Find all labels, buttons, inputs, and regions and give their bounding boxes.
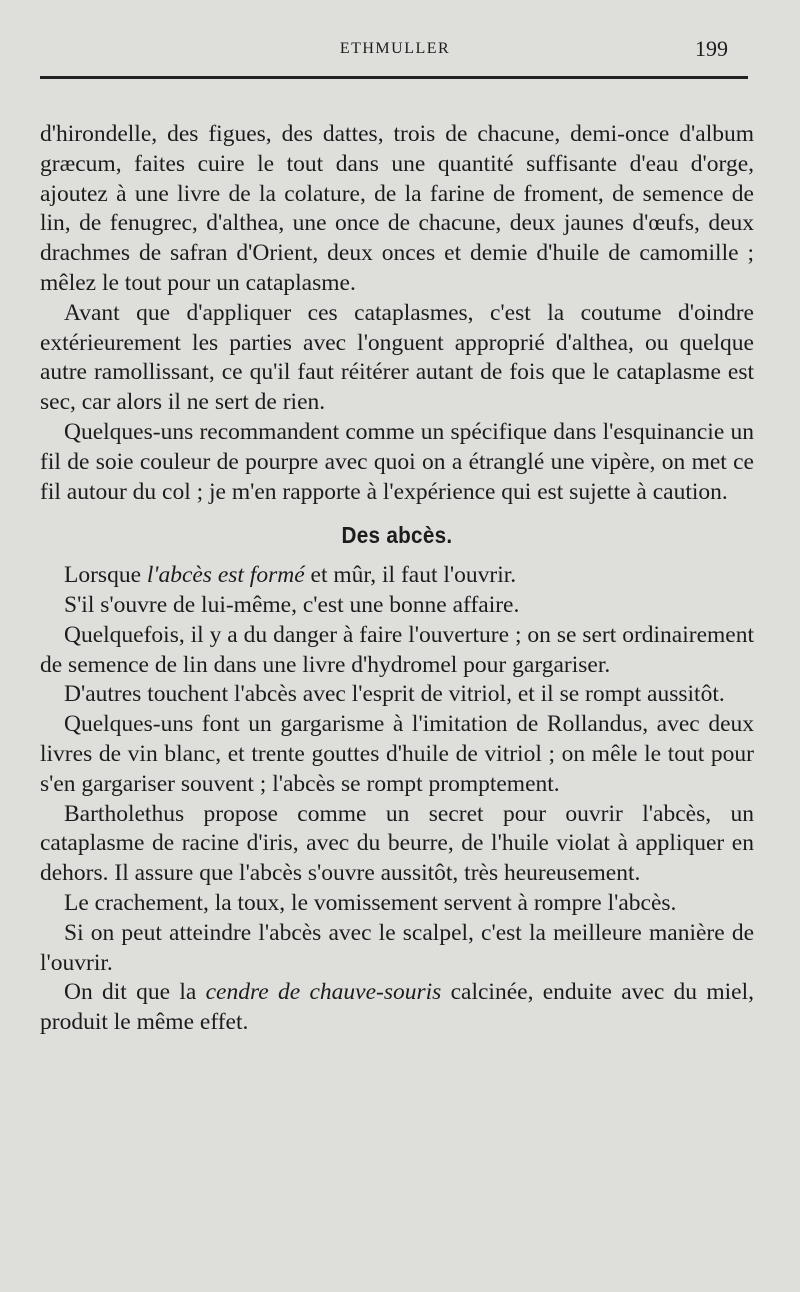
paragraph: S'il s'ouvre de lui-même, c'est une bonne affaire. [64,591,520,618]
text-run: calcinée, enduite avec du miel, produit le même effet. [40,979,754,1036]
paragraph: Si on peut atteindre l'abcès avec le scalpel, c'est la meilleure manière de l'ouvrir. [40,919,754,976]
page-number: 199 [695,36,728,61]
paragraph: Quelques-uns recommandent comme un spécifique dans l'esquinancie un fil de soie couleur de pourpre avec quoi on a étranglé une vipère, on met ce fil autour du col ; je m'en rapporte à l'expérience qui est sujette à caution. [40,418,754,505]
body-text [40,120,754,1038]
paragraph [40,561,754,591]
text-run: Lorsque [64,562,147,589]
paragraph: Quelquefois, il y a du danger à faire l'ouverture ; on se sert ordinairement de semence de lin dans une livre d'hydromel pour gargariser. [40,621,754,678]
text-run: On dit que la [64,979,206,1006]
paragraph: Avant que d'appliquer ces cataplasmes, c'est la coutume d'oindre extérieurement les parties avec l'onguent approprié d'althea, ou quelque autre ramollissant, ce qu'il faut réitérer autant de fois que le cataplasme est sec, car alors il ne sert de rien. [40,299,754,416]
running-head [40,38,750,68]
running-title: ETHMULLER [339,40,451,57]
section-title: Des abcès. [341,522,453,549]
paragraph [40,978,754,1038]
paragraph: Quelques-uns font un gargarisme à l'imitation de Rollandus, avec deux livres de vin blanc, et trente gouttes d'huile de vitriol ; on mêle le tout pour s'en gargariser souvent ; l'abcès se rompt promptement. [40,711,754,797]
paragraph: Bartholethus propose comme un secret pour ouvrir l'abcès, un cataplasme de racine d'iris, avec du beurre, de l'huile violat à appliquer en dehors. Il assure que l'abcès s'ouvre aussitôt, très heureusement. [40,800,754,887]
paragraph: Le crachement, la toux, le vomissement servent à rompre l'abcès. [64,889,677,916]
text-run: et mûr, il faut l'ouvrir. [304,562,517,589]
paragraph: D'autres touchent l'abcès avec l'esprit de vitriol, et il se rompt aussitôt. [64,681,725,708]
italic-run: l'abcès est formé [146,562,305,589]
paragraph: d'hirondelle, des figues, des dattes, trois de chacune, demi-once d'album græcum, faites cuire le tout dans une quantité suffisante d'eau d'orge, ajoutez à une livre de la colature, de la farine de froment, de semence de lin, de fenugrec, d'althea, une once de chacune, deux jaunes d'œufs, deux drachmes de safran d'Orient, deux onces et demie d'huile de camomille ; mêlez le tout pour un cataplasme. [40,121,754,296]
italic-run: cendre de chauve-souris [205,979,442,1006]
header-rule [40,76,748,79]
